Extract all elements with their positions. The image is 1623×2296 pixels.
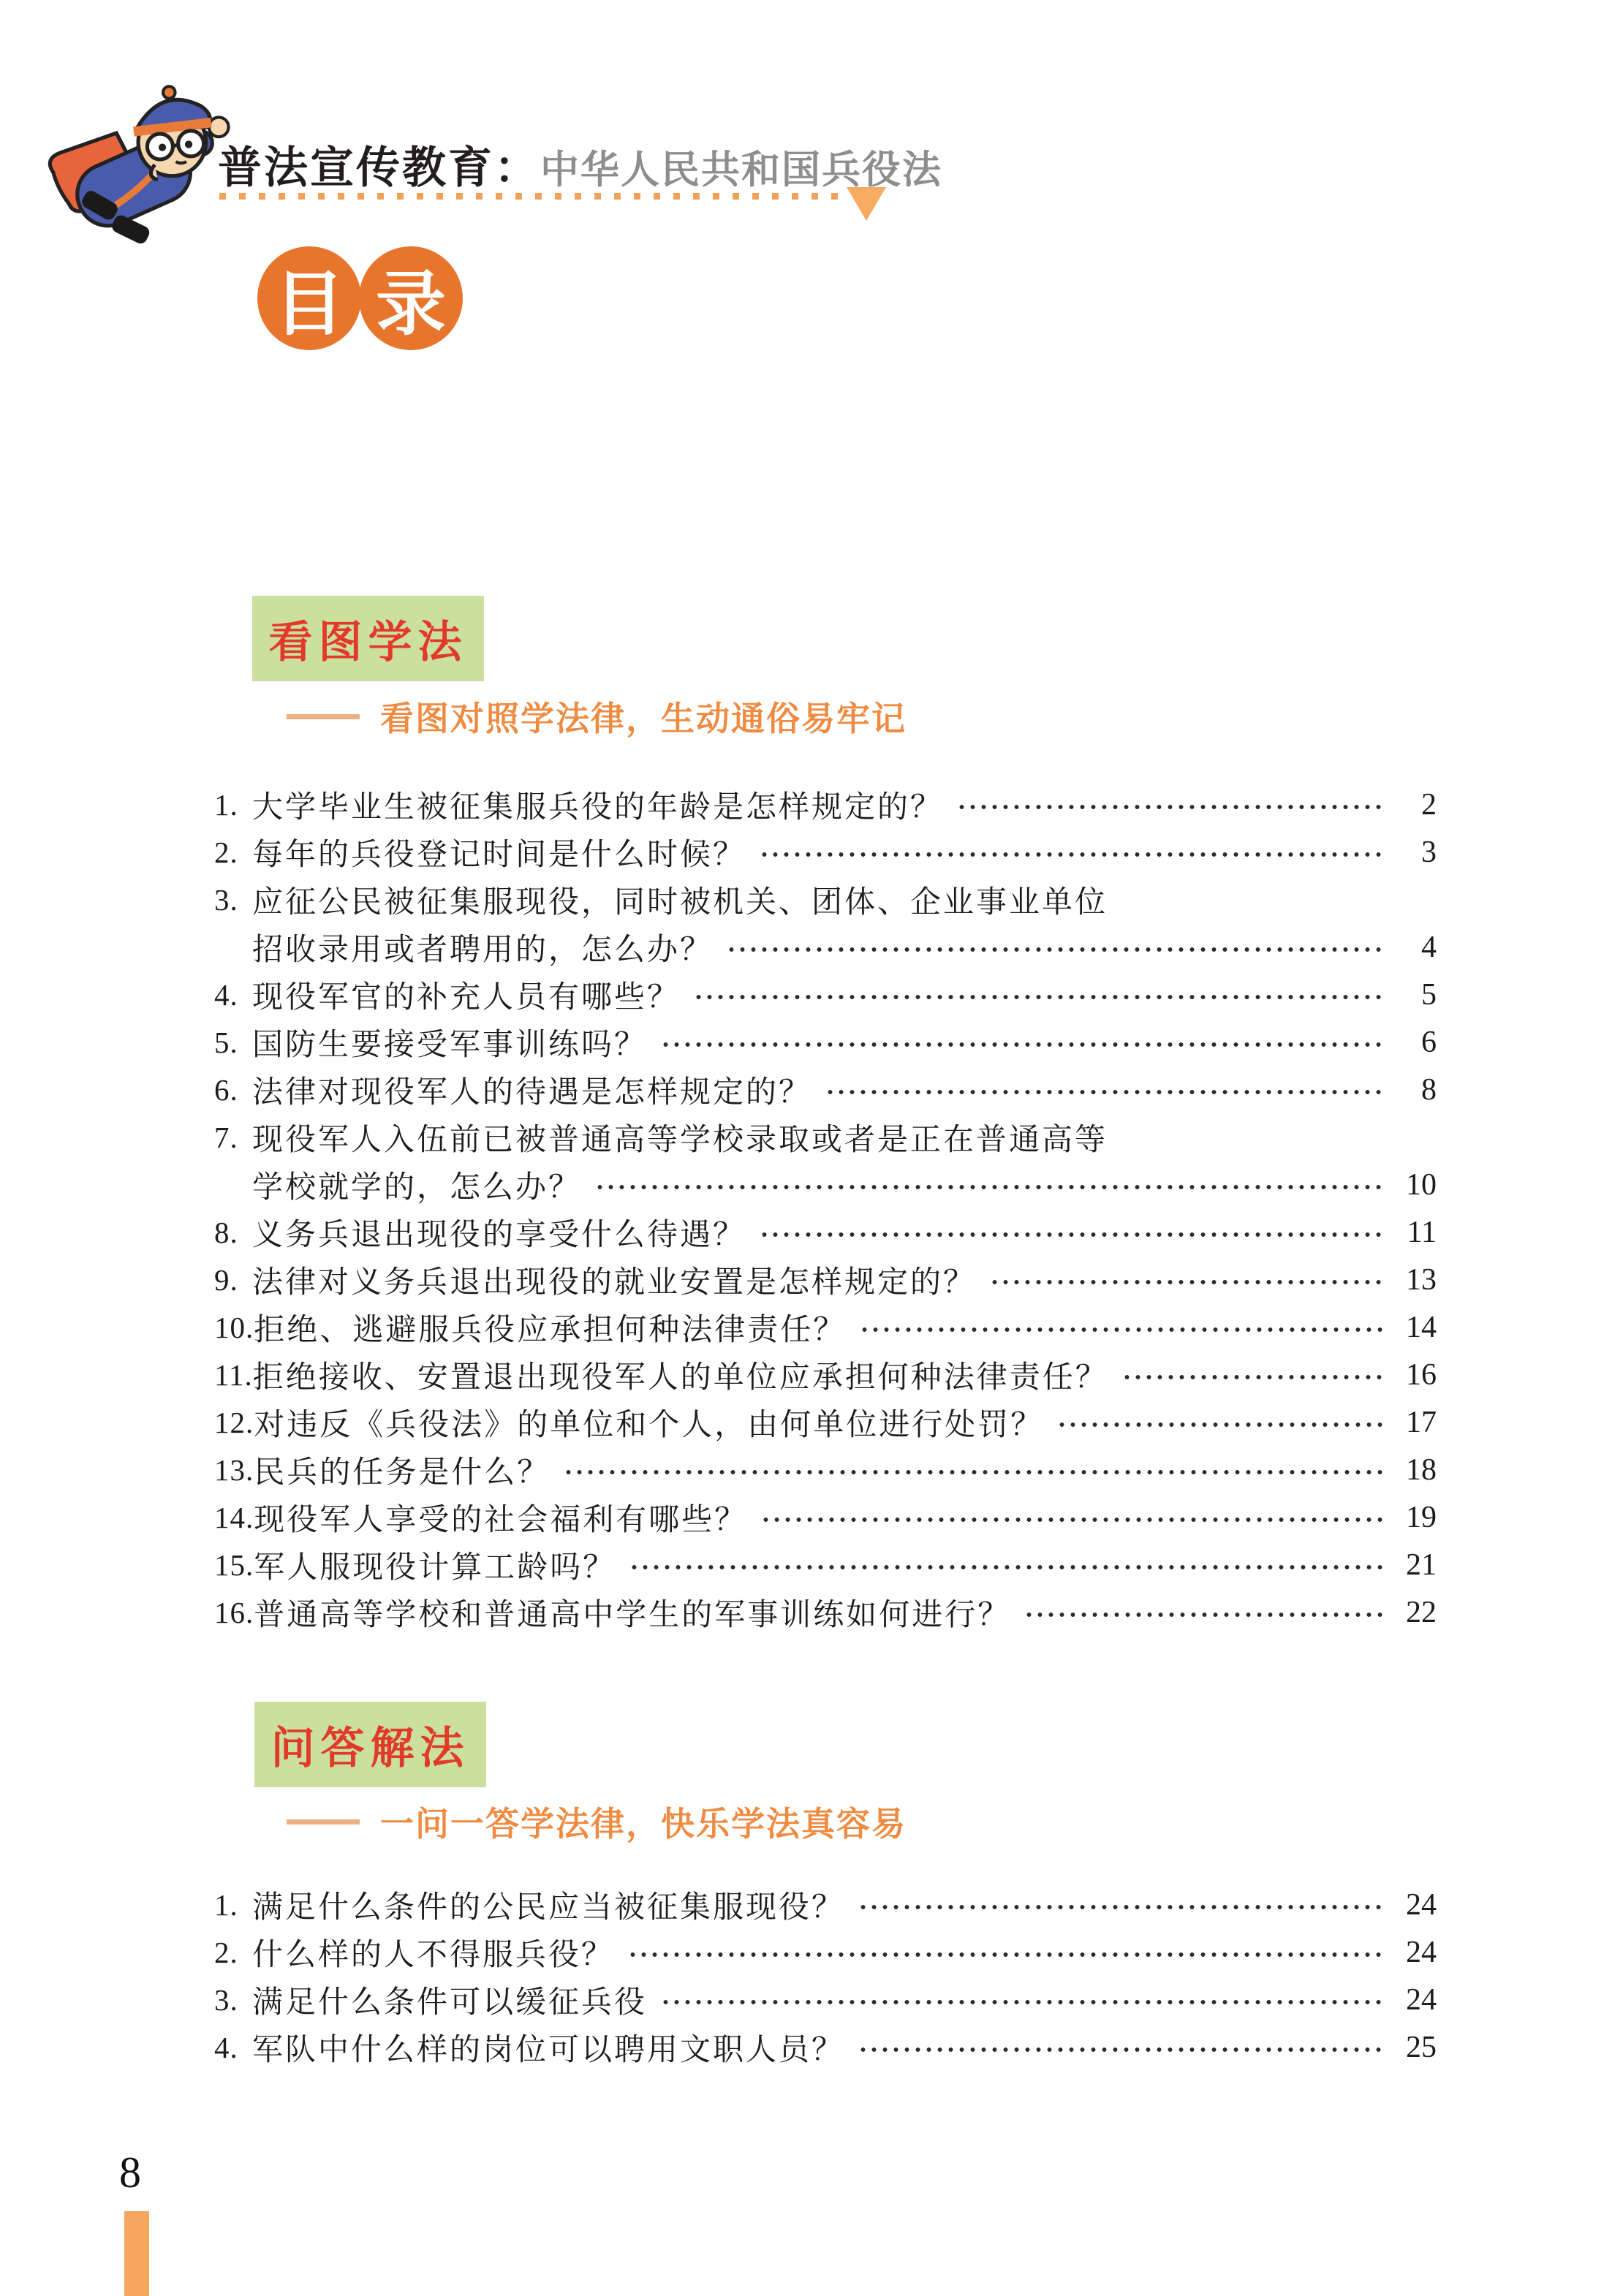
dot-leader: [627, 1949, 1382, 1960]
item-number: 11.: [214, 1357, 253, 1392]
item-page-number: 19: [1406, 1500, 1437, 1534]
dot-leader: [660, 1039, 1382, 1050]
item-text: 对违反《兵役法》的单位和个人，由何单位进行处罚？: [254, 1408, 1044, 1442]
item-number: 4.: [214, 2030, 238, 2064]
toc-item-row: [214, 1446, 1437, 1493]
toc-item-row: [214, 1588, 1437, 1636]
item-text: 国防生要接受军事训练吗？: [252, 1028, 648, 1062]
item-page-number: 4: [1421, 930, 1437, 964]
header-dotted-rule: [219, 193, 841, 200]
toc-item-row: [214, 1881, 1437, 1928]
item-number: 1.: [214, 1887, 238, 1922]
toc-item-row: [214, 1541, 1437, 1588]
item-text: 学校就学的，怎么办？: [252, 1170, 582, 1205]
toc-title-badge: [257, 246, 463, 350]
item-text: 义务兵退出现役的享受什么待遇？: [252, 1218, 746, 1252]
item-page-number: 3: [1421, 835, 1437, 869]
section-heading-box-1: [252, 596, 484, 681]
toc-item-row: [214, 1066, 1437, 1113]
item-text: 民兵的任务是什么？: [254, 1455, 551, 1490]
item-number: 5.: [214, 1025, 238, 1059]
item-page-number: 24: [1406, 1982, 1437, 2017]
item-page-number: 24: [1406, 1887, 1437, 1922]
mascot-illustration: [42, 82, 231, 259]
toc-item-row: [214, 1256, 1437, 1303]
item-number: 2.: [214, 1935, 238, 1969]
toc-list-1: [214, 781, 1437, 1636]
toc-item-row: [214, 1208, 1437, 1256]
dot-leader: [858, 2044, 1382, 2056]
item-number: 7.: [214, 1120, 238, 1154]
toc-item-row: [214, 1303, 1437, 1351]
toc-item-row: [214, 876, 1437, 923]
toc-item-row: [214, 2023, 1437, 2071]
item-number: 1.: [214, 787, 238, 822]
section-subtitle-2: [287, 1803, 907, 1841]
item-page-number: 14: [1406, 1310, 1437, 1344]
running-head-secondary: 中华人民共和国兵役法: [540, 148, 942, 192]
item-number: 9.: [214, 1262, 238, 1297]
item-page-number: 10: [1406, 1167, 1437, 1202]
item-number: 4.: [214, 977, 238, 1012]
dot-leader: [1056, 1419, 1382, 1431]
item-text: 军队中什么样的岗位可以聘用文职人员？: [252, 2033, 845, 2067]
toc-badge-char-2: 录: [376, 265, 446, 344]
dot-leader: [825, 1086, 1382, 1098]
item-text: 满足什么条件可以缓征兵役: [252, 1985, 648, 2020]
item-page-number: 17: [1406, 1405, 1437, 1439]
toc-item-row: [214, 1928, 1437, 1976]
dot-leader: [563, 1466, 1382, 1478]
item-number: 8.: [214, 1215, 238, 1249]
item-number: 10.: [214, 1310, 254, 1344]
item-page-number: 22: [1406, 1595, 1437, 1629]
dot-leader: [989, 1276, 1382, 1288]
item-text: 招收录用或者聘用的，怎么办？: [252, 933, 714, 967]
footer-page-number: 8: [119, 2148, 141, 2197]
dot-leader: [594, 1181, 1382, 1193]
toc-item-row: [214, 828, 1437, 876]
toc-list-2: [214, 1881, 1437, 2071]
item-number: 15.: [214, 1547, 254, 1582]
toc-item-row: [214, 923, 1437, 971]
item-text: 拒绝、逃避服兵役应承担何种法律责任？: [254, 1313, 847, 1347]
toc-item-row: [214, 1018, 1437, 1066]
toc-badge-circle-1: [257, 246, 361, 350]
dot-leader: [759, 1229, 1382, 1240]
item-page-number: 13: [1406, 1262, 1437, 1297]
section-subtitle-1: [287, 697, 907, 738]
dot-leader: [859, 1324, 1382, 1335]
dot-leader: [858, 1901, 1382, 1913]
toc-item-row: [214, 1398, 1437, 1446]
triangle-down-icon: [847, 187, 886, 221]
toc-item-row: [214, 1113, 1437, 1161]
toc-item-row: [214, 971, 1437, 1018]
item-page-number: 5: [1421, 977, 1437, 1012]
dot-leader: [629, 1561, 1382, 1573]
item-number: 2.: [214, 835, 238, 869]
item-text: 拒绝接收、安置退出现役军人的单位应承担何种法律责任？: [252, 1360, 1108, 1395]
dot-leader: [726, 944, 1382, 955]
item-page-number: 18: [1406, 1452, 1437, 1487]
running-head: [218, 133, 942, 196]
section-heading-box-2: [254, 1702, 486, 1787]
item-text: 军人服现役计算工龄吗？: [254, 1550, 616, 1585]
item-text: 每年的兵役登记时间是什么时候？: [252, 838, 746, 872]
item-text: 法律对义务兵退出现役的就业安置是怎样规定的？: [252, 1265, 977, 1300]
item-number: 3.: [214, 1982, 238, 2017]
dot-leader: [759, 849, 1382, 860]
item-page-number: 25: [1406, 2030, 1437, 2064]
subtitle-dash: [287, 1819, 360, 1825]
dot-leader: [956, 801, 1382, 813]
item-page-number: 6: [1421, 1025, 1437, 1059]
item-number: 3.: [214, 882, 238, 917]
item-text: 满足什么条件的公民应当被征集服现役？: [252, 1890, 845, 1925]
item-number: 13.: [214, 1452, 254, 1487]
item-text: 现役军官的补充人员有哪些？: [252, 980, 681, 1015]
subtitle-text-2: 一问一答学法律，快乐学法真容易: [380, 1805, 907, 1843]
corner-accent-bar: [124, 2211, 149, 2296]
item-number: 12.: [214, 1405, 254, 1439]
section-heading-1: 看图学法: [268, 617, 468, 667]
toc-item-row: [214, 1161, 1437, 1208]
item-page-number: 16: [1406, 1357, 1437, 1392]
toc-item-row: [214, 781, 1437, 828]
item-text: 现役军人享受的社会福利有哪些？: [254, 1503, 748, 1537]
dot-leader: [660, 1996, 1382, 2008]
item-text: 应征公民被征集服现役，同时被机关、团体、企业事业单位: [252, 885, 1108, 920]
toc-item-row: [214, 1493, 1437, 1541]
item-page-number: 11: [1407, 1215, 1437, 1249]
section-heading-2: 问答解法: [270, 1723, 470, 1773]
dot-leader: [1024, 1609, 1382, 1621]
item-text: 现役军人入伍前已被普通高等学校录取或者是正在普通高等: [252, 1123, 1108, 1157]
toc-item-row: [214, 1351, 1437, 1398]
item-number: 14.: [214, 1500, 254, 1534]
running-head-primary: 普法宣传教育：: [218, 143, 540, 192]
item-page-number: 24: [1406, 1935, 1437, 1969]
item-number: 6.: [214, 1072, 238, 1107]
item-text: 普通高等学校和普通高中学生的军事训练如何进行？: [254, 1598, 1011, 1632]
subtitle-dash: [287, 714, 360, 719]
dot-leader: [1121, 1371, 1382, 1383]
item-number: 16.: [214, 1595, 254, 1629]
item-page-number: 21: [1406, 1547, 1437, 1582]
flying-scholar-icon: [42, 82, 231, 259]
item-text: 什么样的人不得服兵役？: [252, 1938, 615, 1972]
subtitle-text-1: 看图对照学法律，生动通俗易牢记: [380, 700, 907, 738]
toc-badge-char-1: 目: [274, 265, 344, 344]
toc-badge-circle-2: [359, 246, 463, 350]
item-text: 法律对现役军人的待遇是怎样规定的？: [252, 1075, 812, 1110]
dot-leader: [760, 1514, 1382, 1526]
item-text: 大学毕业生被征集服兵役的年龄是怎样规定的？: [252, 790, 944, 825]
item-page-number: 2: [1421, 787, 1437, 822]
dot-leader: [693, 991, 1382, 1003]
toc-item-row: [214, 1976, 1437, 2023]
item-page-number: 8: [1421, 1072, 1437, 1107]
